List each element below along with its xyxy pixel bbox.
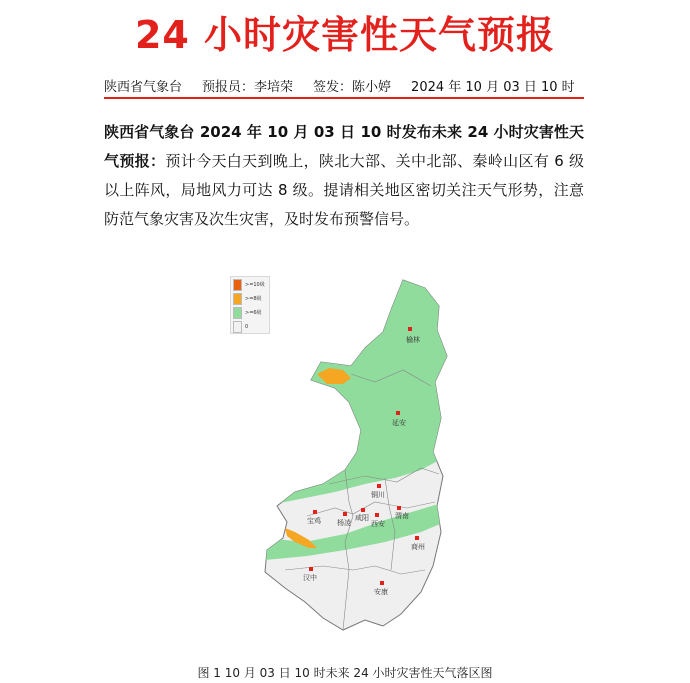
- legend-label: >=8级: [245, 296, 262, 302]
- map-legend: [230, 276, 270, 334]
- legend-item: [231, 306, 269, 319]
- legend-label: >=6级: [245, 310, 262, 316]
- legend-item: [231, 278, 269, 291]
- issue-datetime: 2024 年 10 月 03 日 10 时: [411, 80, 575, 95]
- city-label-hanzhong: 汉中: [303, 574, 317, 582]
- legend-swatch: [233, 279, 242, 291]
- forecast-paragraph: [104, 118, 584, 234]
- city-label-shangzhou: 商州: [411, 543, 425, 551]
- legend-swatch: [233, 321, 242, 333]
- city-label-yanan: 延安: [392, 419, 406, 427]
- legend-item: [231, 320, 269, 333]
- agency-name: 陕西省气象台: [104, 80, 183, 95]
- city-label-weinan: 渭南: [395, 512, 409, 520]
- city-label-xianyang: 咸阳: [355, 514, 369, 522]
- legend-label: 0: [245, 323, 249, 330]
- city-label-yulin: 榆林: [406, 336, 420, 344]
- city-label-yangling: 杨凌: [337, 519, 351, 527]
- forecast-lead: 陕西省气象台 2024 年 10 月 03 日 10 时发布未来 24 小时灾害性天气预报：: [104, 123, 584, 170]
- legend-item: [231, 292, 269, 305]
- city-label-baoji: 宝鸡: [307, 517, 321, 525]
- header-divider: [104, 97, 584, 99]
- legend-label: >=10级: [245, 282, 265, 288]
- city-label-xian: 西安: [371, 520, 385, 528]
- legend-swatch: [233, 307, 242, 319]
- city-label-tongchuan: 铜川: [371, 491, 385, 499]
- forecast-body: 预计今天白天到晚上，陕北大部、关中北部、秦岭山区有 6 级以上阵风，局地风力可达 8 级。提请相关地区密切关注天气形势，注意防范气象灾害及次生灾害，及时发布预警信号。: [104, 152, 584, 228]
- city-label-ankang: 安康: [374, 588, 388, 596]
- page-title: 24 小时灾害性天气预报: [134, 13, 556, 57]
- legend-swatch: [233, 293, 242, 305]
- forecast-meta-line: [104, 76, 584, 95]
- figure-caption: 图 1 10 月 03 日 10 时未来 24 小时灾害性天气落区图: [197, 666, 493, 680]
- forecaster-name: 预报员：李培荣: [202, 80, 294, 95]
- issuer-name: 签发：陈小婷: [313, 80, 392, 95]
